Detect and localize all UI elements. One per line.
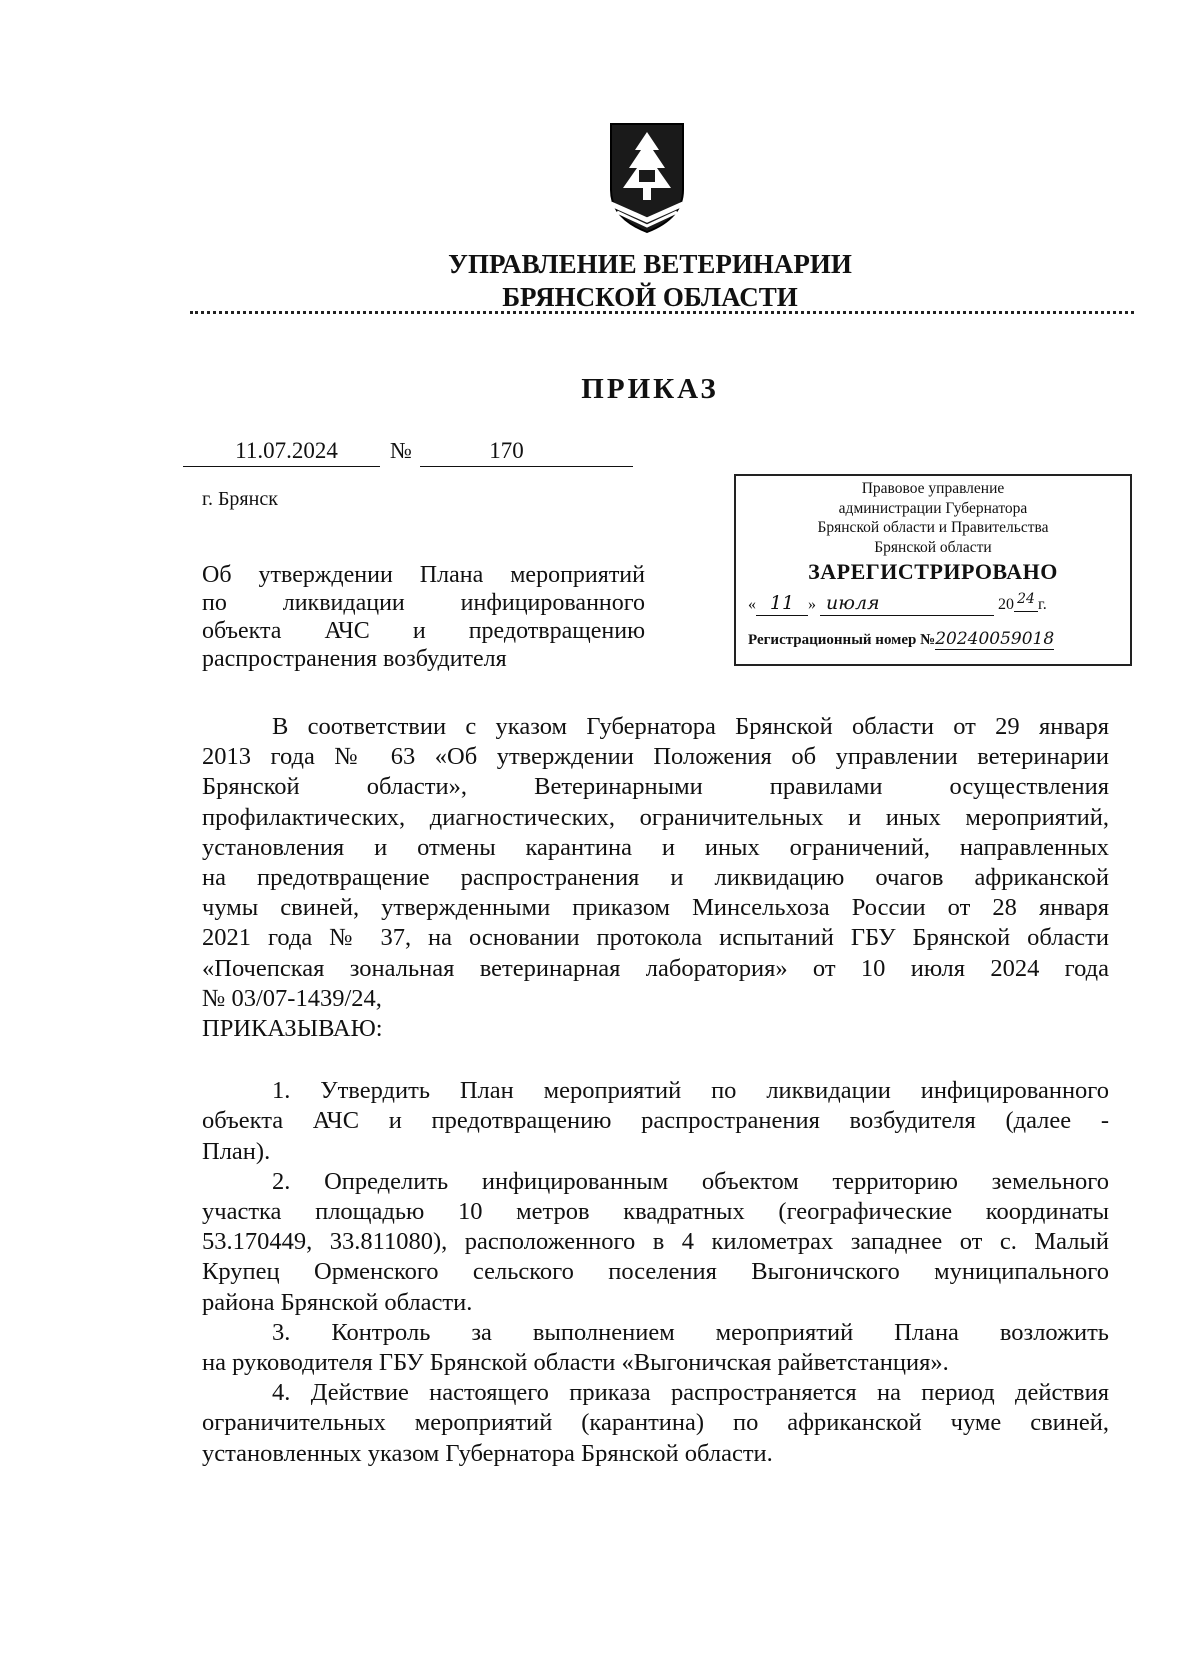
order-subject bbox=[202, 561, 645, 673]
body-line: 2021 года № 37, на основании протокола испытаний ГБУ Брянской области bbox=[202, 924, 1109, 952]
stamp-quote-open: « bbox=[748, 596, 756, 613]
org-name-line2: БРЯНСКОЙ ОБЛАСТИ bbox=[502, 282, 798, 312]
number-sign: № bbox=[390, 438, 412, 463]
stamp-registration-number bbox=[736, 629, 1130, 649]
item2-line: участка площадью 10 метров квадратных (географические координаты bbox=[202, 1198, 1109, 1226]
stamp-month: июля bbox=[820, 591, 994, 616]
order-number: 170 bbox=[420, 436, 633, 467]
item1-line: объекта АЧС и предотвращению распространения возбудителя (далее - bbox=[202, 1107, 1109, 1135]
subject-line: Об утверждении Плана мероприятий bbox=[202, 562, 645, 588]
bryansk-coat-of-arms-icon bbox=[603, 120, 691, 238]
item4-line: ограничительных мероприятий (карантина) по африканской чуме свиней, bbox=[202, 1409, 1109, 1437]
document-body bbox=[202, 712, 1109, 1469]
stamp-line: администрации Губернатора bbox=[838, 499, 1028, 517]
body-line: «Почепская зональная ветеринарная лаборатория» от 10 июля 2024 года bbox=[202, 954, 1109, 982]
stamp-line: Правовое управление bbox=[861, 480, 1005, 497]
stamp-year-prefix: 20 bbox=[998, 596, 1014, 613]
registration-stamp bbox=[734, 474, 1132, 666]
item2-line: 2. Определить инфицированным объектом территорию земельного bbox=[272, 1167, 1109, 1195]
item1-line: План). bbox=[202, 1137, 271, 1165]
item2-line: района Брянской области. bbox=[202, 1288, 473, 1316]
body-line: на предотвращение распространения и ликвидацию очагов африканской bbox=[202, 864, 1109, 892]
stamp-regnum-value: 20240059018 bbox=[935, 629, 1055, 649]
stamp-quote-close: » bbox=[808, 596, 816, 613]
subject-line: объекта АЧС и предотвращению bbox=[202, 618, 645, 644]
item2-line: 53.170449, 33.811080), расположенного в 4 километрах западнее от с. Малый bbox=[202, 1228, 1109, 1256]
paragraph-gap bbox=[202, 1044, 1109, 1076]
body-line: профилактических, диагностических, ограничительных и иных мероприятий, bbox=[202, 803, 1109, 831]
stamp-year-letter: г. bbox=[1038, 596, 1047, 613]
stamp-registered-label: ЗАРЕГИСТРИРОВАНО bbox=[808, 559, 1058, 584]
header-divider bbox=[190, 311, 1134, 314]
body-line: установления и отмены карантина и иных ограничений, направленных bbox=[202, 833, 1109, 861]
stamp-date bbox=[736, 587, 1130, 617]
item3-line: 3. Контроль за выполнением мероприятий Плана возложить bbox=[272, 1318, 1109, 1346]
stamp-year-suffix: 24 bbox=[1014, 587, 1038, 612]
body-line: чумы свиней, утвержденными приказом Минсельхоза России от 28 января bbox=[202, 894, 1109, 922]
org-name-line1: УПРАВЛЕНИЕ ВЕТЕРИНАРИИ bbox=[448, 249, 852, 279]
body-line: Брянской области», Ветеринарными правилами осуществления bbox=[202, 773, 1109, 801]
subject-line: распространения возбудителя bbox=[202, 646, 507, 672]
stamp-line: Брянской области и Правительства bbox=[817, 519, 1049, 536]
body-line: 2013 года № 63 «Об утверждении Положения об управлении ветеринарии bbox=[202, 743, 1109, 771]
body-line: № 03/07-1439/24, bbox=[202, 984, 382, 1012]
stamp-regnum-label: Регистрационный номер № bbox=[748, 632, 936, 648]
item4-line: установленных указом Губернатора Брянской области. bbox=[202, 1439, 773, 1467]
stamp-line: Брянской области bbox=[874, 538, 992, 556]
item2-line: Крупец Орменского сельского поселения Выгоничского муниципального bbox=[202, 1258, 1109, 1286]
item4-line: 4. Действие настоящего приказа распространяется на период действия bbox=[272, 1379, 1109, 1407]
item1-line: 1. Утвердить План мероприятий по ликвидации инфицированного bbox=[272, 1077, 1109, 1105]
document-title: ПРИКАЗ bbox=[581, 373, 719, 405]
body-line: В соответствии с указом Губернатора Брянской области от 29 января bbox=[272, 713, 1109, 740]
subject-line: по ликвидации инфицированного bbox=[202, 590, 645, 616]
stamp-day: 11 bbox=[756, 591, 808, 616]
order-word: ПРИКАЗЫВАЮ: bbox=[202, 1015, 383, 1043]
item3-line: на руководителя ГБУ Брянской области «Выгоничская райветстанция». bbox=[202, 1349, 949, 1377]
order-date: 11.07.2024 bbox=[183, 436, 380, 467]
city-label: г. Брянск bbox=[202, 488, 278, 510]
